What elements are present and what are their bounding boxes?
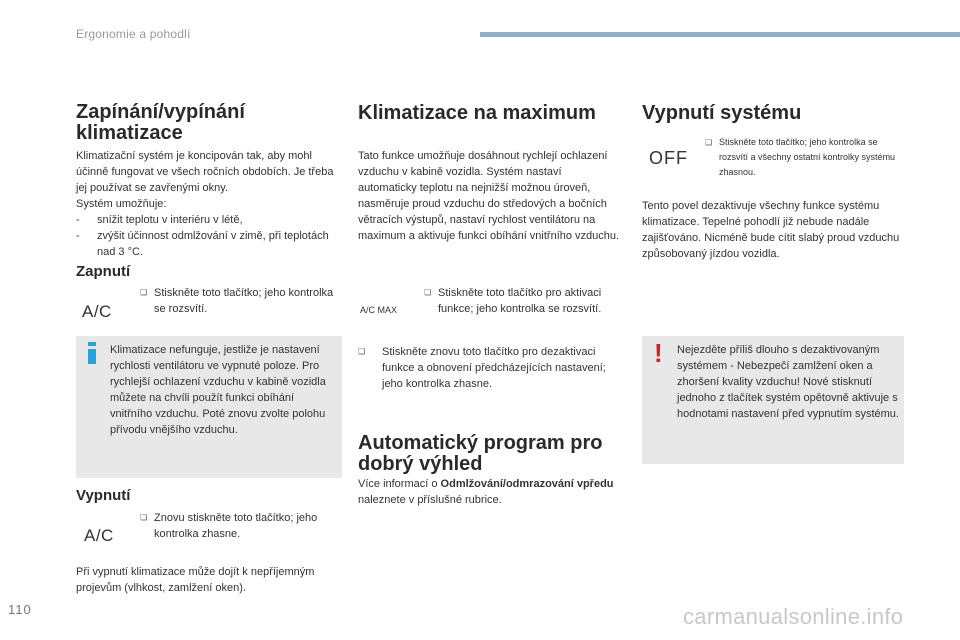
off-note: Při vypnutí klimatizace může dojít k nepříjemným projevům (vlhkost, zamlžení oken). xyxy=(76,566,315,594)
col3-desc: Tento povel dezaktivuje všechny funkce systému klimatizace. Tepelné pohodlí již nebude nadále zajišťováno. Nicméně bude cítit slabý proud vzduchu způsobovaný jízdou vozidla. xyxy=(642,200,900,260)
header-bar xyxy=(480,32,960,37)
info-icon xyxy=(88,342,96,364)
on-step: ❏ Stiskněte toto tlačítko; jeho kontrolka se rozsvítí. xyxy=(140,287,334,315)
on-title: Zapnutí xyxy=(76,263,131,280)
acmax-step-on: ❏ Stiskněte toto tlačítko pro aktivaci funkce; jeho kontrolka se rozsvítí. xyxy=(424,287,602,315)
off-step: ❏ Znovu stiskněte toto tlačítko; jeho kontrolka zhasne. xyxy=(140,512,318,540)
acmax-step-off: ❏ Stiskněte znovu toto tlačítko pro dezaktivaci funkce a obnovení předcházejících nastavení; jeho kontrolka zhasne. xyxy=(358,346,606,390)
bullet-icon: ❏ xyxy=(424,288,432,297)
info-note-text: Klimatizace nefunguje, jestliže je nastavení rychlosti ventilátoru ve vypnuté poloze. Pro rychlejší ochlazení vzduchu v kabině vozidla můžete na chvíli použít funkci obíhání vnitřního vzduchu. Poté znovu zvolte polohu přívodu vnějšího vzduchu. xyxy=(110,344,326,436)
auto-text: Více informací o Odmlžování/odmrazování vpředu naleznete v příslušné rubrice. xyxy=(358,478,614,506)
auto-title: Automatický program pro dobrý výhled xyxy=(358,432,603,475)
list-item: - zvýšit účinnost odmlžování v zimě, při teplotách nad 3 °C. xyxy=(76,230,329,258)
list-item: - snížit teplotu v interiéru v létě, xyxy=(76,214,243,226)
col1-allows-list xyxy=(76,212,338,260)
col1-intro: Klimatizační systém je koncipován tak, aby mohl účinně fungovat ve všech ročních obdobích. Je třeba jej používat se zavřenými okny. xyxy=(76,150,334,194)
warning-note-text: Nejezděte příliš dlouho s dezaktivovaným systémem - Nebezpečí zamlžení oken a zhoršení kvality vzduchu! Nové stisknutí jednoho z tlačítek systém opětovně aktivuje s hodnotami nastavení před vypnutím systému. xyxy=(677,344,899,420)
bullet-icon: ❏ xyxy=(358,347,366,356)
acmax-button-icon: A/C MAX xyxy=(360,305,398,315)
watermark: carmanualsonline.info xyxy=(683,604,904,629)
col3-title: Vypnutí systému xyxy=(642,102,802,124)
warning-icon: ! xyxy=(654,338,663,368)
off-system-step: ❏ Stiskněte toto tlačítko; jeho kontrolka se rozsvítí a všechny ostatní kontrolky systému zhasnou. xyxy=(705,135,905,180)
col1-title: Zapínání/vypínání klimatizace xyxy=(76,101,245,144)
ac-button-icon: A/C xyxy=(84,526,114,545)
col1-allows-label: Systém umožňuje: xyxy=(76,198,167,210)
ac-button-icon: A/C xyxy=(82,302,112,321)
page-number: 110 xyxy=(8,602,32,617)
bullet-icon: ❏ xyxy=(140,513,148,522)
bullet-icon: ❏ xyxy=(140,288,148,297)
info-note xyxy=(76,336,342,478)
col2-title: Klimatizace na maximum xyxy=(358,102,596,124)
warning-note xyxy=(642,336,904,464)
bullet-icon: ❏ xyxy=(705,138,713,147)
off-title: Vypnutí xyxy=(76,487,131,504)
col2-intro: Tato funkce umožňuje dosáhnout rychlejí ochlazení vzduchu v kabině vozidla. Systém nastaví automaticky teplotu na nejnižší možnou úroveň, nasměruje proud vzduchu do středových a bočních větracích výstupů, nastaví rychlost ventilátoru na maximum a aktivuje funkci obíhání vnitřního vzduchu. xyxy=(358,150,620,242)
section-header: Ergonomie a pohodlí xyxy=(76,27,191,41)
off-button-icon: OFF xyxy=(649,148,688,168)
